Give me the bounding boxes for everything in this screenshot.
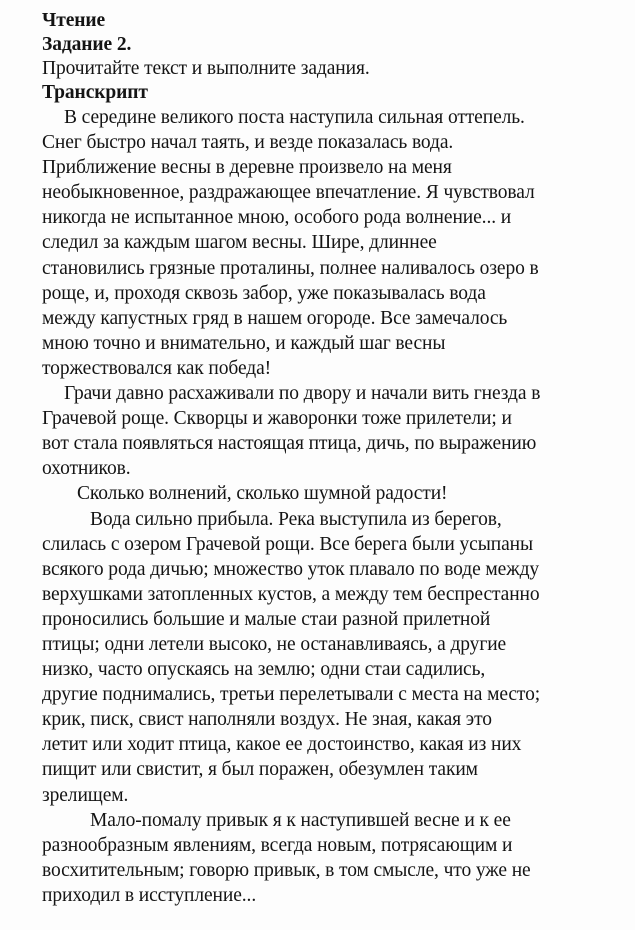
text-line: торжествовался как победа! <box>42 357 272 379</box>
text-line: всякого рода дичью; множество уток плавало по воде между <box>42 558 540 580</box>
text-line: зрелищем. <box>42 784 129 806</box>
text-line: Грачевой роще. Скворцы и жаворонки тоже прилетели; и <box>42 408 512 430</box>
text-line: приходил в исступление... <box>42 884 257 906</box>
text-line: птицы; одни летели высоко, не останавливаясь, а другие <box>42 633 507 655</box>
transcript-label: Транскрипт <box>42 82 148 103</box>
text-line: необыкновенное, раздражающее впечатление. Я чувствовал <box>42 182 535 204</box>
text-line: Грачи давно расхаживали по двору и начали вить гнезда в <box>64 383 541 405</box>
text-line: никогда не испытанное мною, особого рода волнение... и <box>42 207 512 229</box>
text-line: охотников. <box>42 458 131 480</box>
paragraph-4 <box>42 507 613 808</box>
text-line: летит или ходит птица, какое ее достоинство, какая из них <box>42 734 522 756</box>
text-line: пищит или свистит, я был поражен, обезумлен таким <box>42 759 478 781</box>
text-line: Снег быстро начал таять, и везде показалась вода. <box>42 132 454 154</box>
paragraph-1 <box>42 105 613 381</box>
text-line: разнообразным явлениям, всегда новым, потрясающим и <box>42 834 513 856</box>
text-line: слилась с озером Грачевой рощи. Все берега были усыпаны <box>42 533 533 555</box>
text-line: мною точно и внимательно, и каждый шаг весны <box>42 332 446 354</box>
text-line: проносились большие и малые стаи разной прилетной <box>42 608 491 630</box>
text-line: низко, часто опускаясь на землю; одни стаи садились, <box>42 659 486 681</box>
text-line: Мало-помалу привык я к наступившей весне и к ее <box>90 809 511 831</box>
text-line: В середине великого поста наступила сильная оттепель. <box>64 107 525 128</box>
text-line: становились грязные проталины, полнее наливалось озеро в <box>42 257 539 279</box>
text-line: роще, и, проходя сквозь забор, уже показывалась вода <box>42 282 486 304</box>
task-instruction: Прочитайте текст и выполните задания. <box>42 58 370 79</box>
text-line: между капустных гряд в нашем огороде. Все замечалось <box>42 307 508 329</box>
text-line: вот стала появляться настоящая птица, дичь, по выражению <box>42 433 537 455</box>
text-line: другие поднимались, третьи перелетывали с места на место; <box>42 684 541 706</box>
text-line: Вода сильно прибыла. Река выступила из берегов, <box>90 508 502 530</box>
paragraph-5 <box>42 808 613 908</box>
task-title: Задание 2. <box>42 34 132 55</box>
text-line: восхитительным; говорю привык, в том смысле, что уже не <box>42 859 531 881</box>
text-line: следил за каждым шагом весны. Шире, длиннее <box>42 232 437 254</box>
text-line: Приближение весны в деревне произвело на меня <box>42 157 452 179</box>
text-line: Сколько волнений, сколько шумной радости! <box>77 483 448 505</box>
text-line: крик, писк, свист наполняли воздух. Не зная, какая это <box>42 709 492 731</box>
text-line: верхушками затопленных кустов, а между тем беспрестанно <box>42 583 540 605</box>
paragraph-2 <box>42 381 613 481</box>
section-title: Чтение <box>42 10 106 31</box>
paragraph-3 <box>42 481 613 506</box>
